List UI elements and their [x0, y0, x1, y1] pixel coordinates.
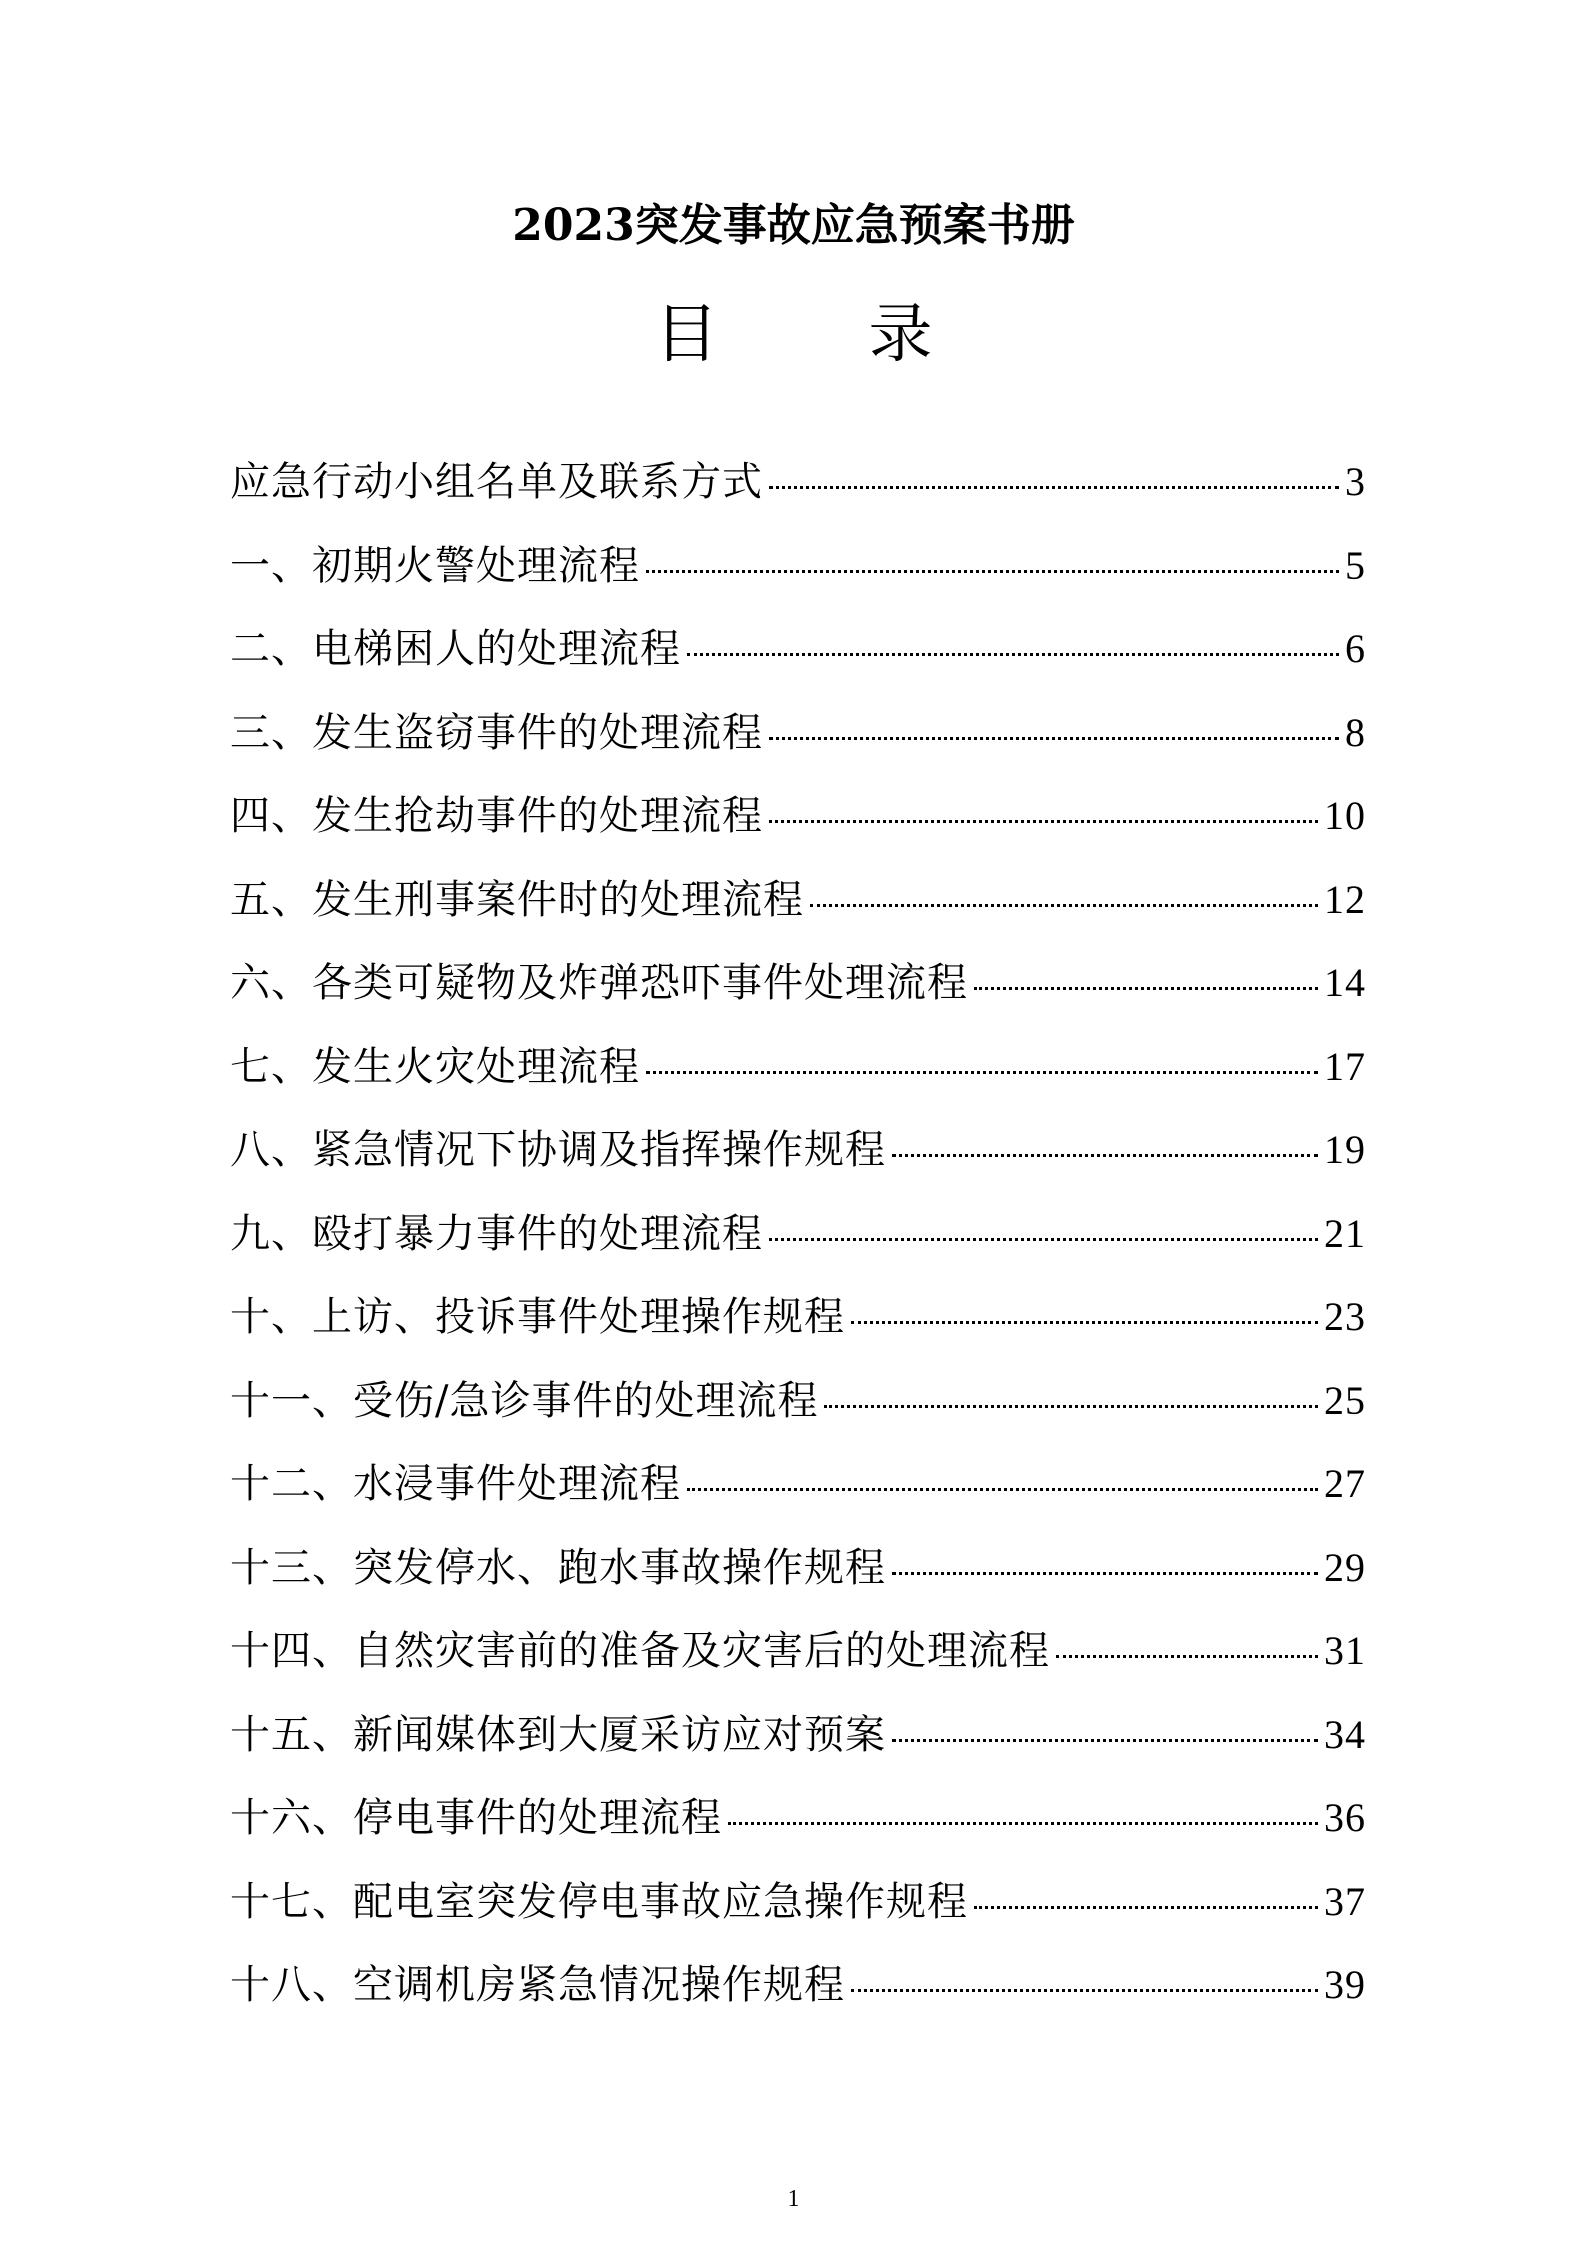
toc-heading-left: 目 [654, 298, 719, 372]
toc-entry-page: 10 [1324, 793, 1366, 838]
toc-entry-label: 九、殴打暴力事件的处理流程 [230, 1210, 763, 1257]
toc-entry[interactable] [230, 870, 1366, 954]
toc-leader-dots [892, 1572, 1318, 1575]
toc-entry-label: 五、发生刑事案件时的处理流程 [230, 876, 804, 923]
toc-heading [0, 290, 1587, 380]
toc-entry-label: 四、发生抢劫事件的处理流程 [230, 793, 763, 839]
toc-entry-page: 39 [1324, 1962, 1366, 2007]
toc-entry-page: 27 [1324, 1461, 1366, 1506]
toc-entry-page: 23 [1324, 1294, 1366, 1339]
toc-entry-page: 37 [1324, 1878, 1366, 1924]
toc-leader-dots [974, 1906, 1318, 1909]
toc-entry-label: 六、各类可疑物及炸弹恐吓事件处理流程 [230, 960, 968, 1006]
toc-entry[interactable] [230, 786, 1366, 870]
toc-entry[interactable] [230, 1204, 1366, 1288]
toc-entry[interactable] [230, 1287, 1366, 1371]
toc-leader-dots [851, 1321, 1318, 1324]
toc-entry-label: 十四、自然灾害前的准备及灾害后的处理流程 [230, 1628, 1050, 1674]
toc-leader-dots [892, 1154, 1318, 1157]
toc-entry-page: 31 [1324, 1628, 1366, 1673]
toc-entry[interactable] [230, 1538, 1366, 1622]
toc-entry[interactable] [230, 703, 1366, 787]
toc-entry-label: 七、发生火灾处理流程 [230, 1043, 640, 1090]
toc-entry[interactable] [230, 953, 1366, 1037]
page-number: 1 [787, 2186, 800, 2212]
toc-entry-label: 十、上访、投诉事件处理操作规程 [230, 1294, 845, 1340]
toc-entry[interactable] [230, 1371, 1366, 1455]
toc-entry-page: 29 [1324, 1544, 1366, 1590]
toc-entry[interactable] [230, 619, 1366, 703]
toc-entry[interactable] [230, 1037, 1366, 1121]
toc-entry-label: 十七、配电室突发停电事故应急操作规程 [230, 1878, 968, 1925]
toc-leader-dots [769, 737, 1339, 740]
toc-leader-dots [810, 904, 1318, 907]
toc-entry-label: 十六、停电事件的处理流程 [230, 1795, 722, 1841]
toc-leader-dots [687, 1488, 1318, 1491]
toc-entry-label: 一、初期火警处理流程 [230, 542, 640, 589]
toc-entry-page: 8 [1345, 709, 1366, 755]
toc-leader-dots [728, 1822, 1318, 1825]
toc-entry-page: 6 [1345, 626, 1366, 671]
toc-entry[interactable] [230, 1705, 1366, 1789]
toc-entry-page: 17 [1324, 1043, 1366, 1089]
toc-entry-page: 34 [1324, 1711, 1366, 1757]
toc-leader-dots [824, 1405, 1318, 1408]
toc-leader-dots [974, 987, 1318, 990]
toc-leader-dots [646, 1071, 1318, 1074]
toc-leader-dots [687, 653, 1339, 656]
toc-entry[interactable] [230, 536, 1366, 620]
toc-entry[interactable] [230, 1872, 1366, 1956]
toc-entry-label: 应急行动小组名单及联系方式 [230, 459, 763, 505]
toc-entry-label: 十二、水浸事件处理流程 [230, 1461, 681, 1507]
toc-entry-label: 八、紧急情况下协调及指挥操作规程 [230, 1127, 886, 1173]
toc-entry-page: 25 [1324, 1377, 1366, 1423]
toc-leader-dots [646, 570, 1339, 573]
toc-entry-page: 12 [1324, 876, 1366, 922]
toc-entry-label: 十八、空调机房紧急情况操作规程 [230, 1962, 845, 2008]
toc-entry-label: 二、电梯困人的处理流程 [230, 626, 681, 672]
toc-entry[interactable] [230, 1120, 1366, 1204]
toc-entry-page: 3 [1345, 459, 1366, 504]
toc-entry-page: 21 [1324, 1210, 1366, 1256]
toc-entry[interactable] [230, 452, 1366, 536]
toc-entry-label: 十五、新闻媒体到大厦采访应对预案 [230, 1711, 886, 1758]
toc-entry-label: 三、发生盗窃事件的处理流程 [230, 709, 763, 756]
toc-entry-page: 36 [1324, 1795, 1366, 1840]
table-of-contents [230, 452, 1366, 2039]
toc-entry-label: 十三、突发停水、跑水事故操作规程 [230, 1544, 886, 1591]
toc-leader-dots [769, 1238, 1318, 1241]
document-title: 2023突发事故应急预案书册 [512, 200, 1075, 251]
toc-leader-dots [892, 1739, 1318, 1742]
toc-heading-right: 录 [868, 298, 933, 372]
toc-entry[interactable] [230, 1621, 1366, 1705]
toc-entry-page: 14 [1324, 960, 1366, 1005]
toc-entry[interactable] [230, 1454, 1366, 1538]
toc-leader-dots [769, 486, 1339, 489]
toc-entry-page: 19 [1324, 1127, 1366, 1172]
toc-entry[interactable] [230, 1788, 1366, 1872]
toc-leader-dots [769, 820, 1318, 823]
toc-entry[interactable] [230, 1955, 1366, 2039]
toc-entry-label: 十一、受伤/急诊事件的处理流程 [230, 1377, 819, 1424]
toc-leader-dots [1056, 1655, 1318, 1658]
toc-leader-dots [851, 1989, 1318, 1992]
toc-entry-page: 5 [1345, 542, 1366, 588]
